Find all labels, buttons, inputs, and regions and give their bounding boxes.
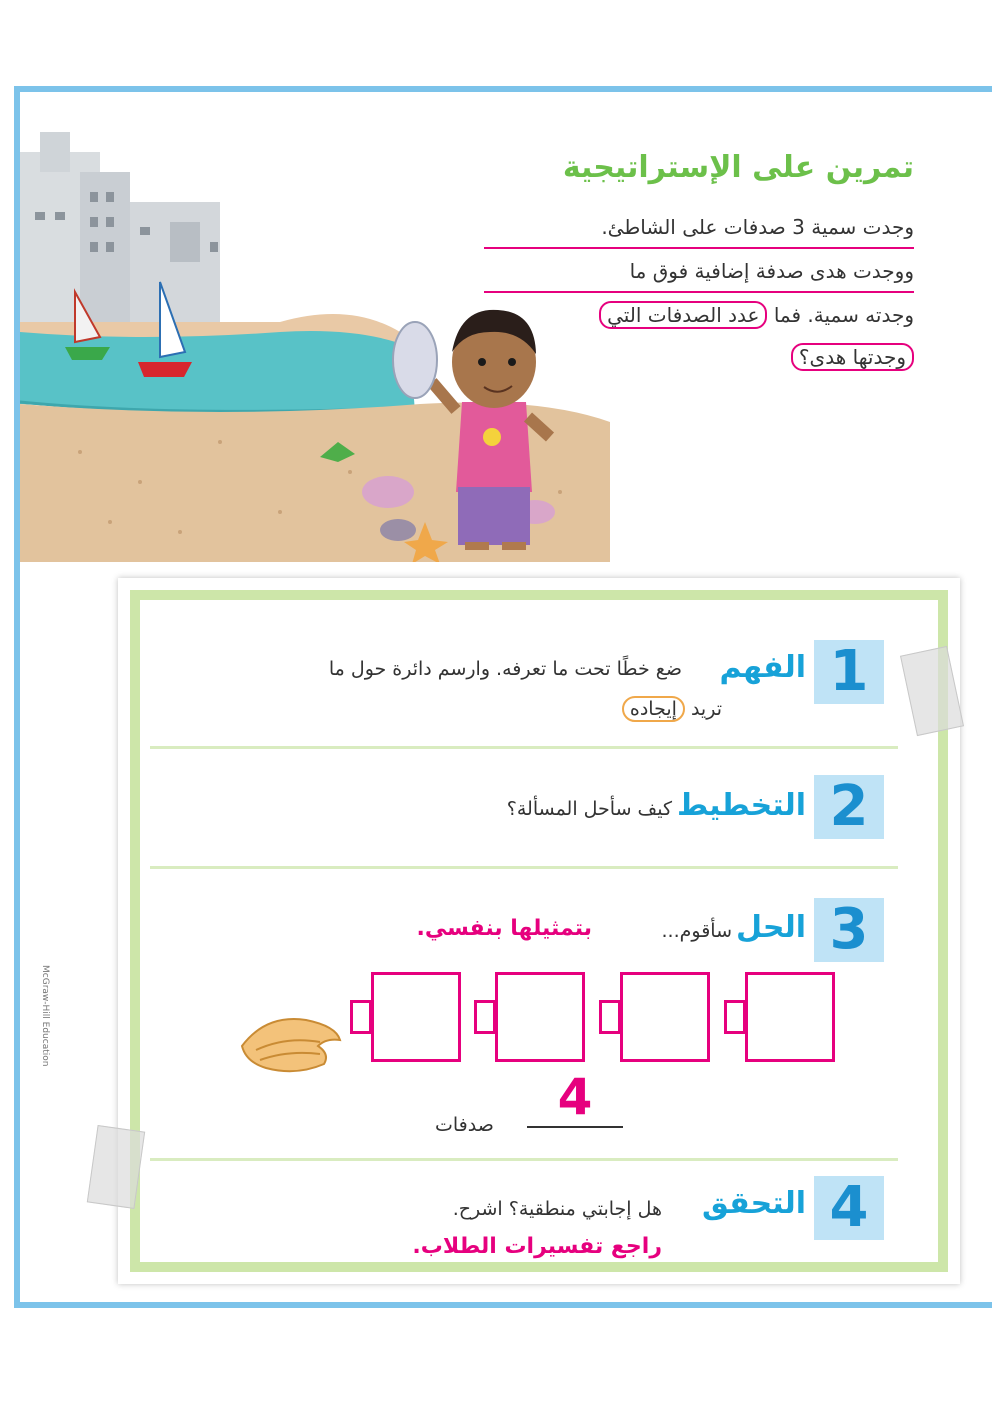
model-box (745, 972, 835, 1062)
step-1-label: الفهم (719, 650, 806, 685)
model-box (495, 972, 585, 1062)
step-1-text-line-2 (622, 690, 722, 728)
publisher-credit: McGraw-Hill Education (40, 965, 50, 1067)
model-box-tab (474, 1000, 496, 1034)
model-box-tab (350, 1000, 372, 1034)
story-line-3 (484, 293, 914, 335)
word-problem (484, 205, 914, 377)
step-3-answer: بتمثيلها بنفسي. (416, 916, 592, 941)
model-box-tab (724, 1000, 746, 1034)
step-4-answer: راجع تفسيرات الطلاب. (412, 1234, 662, 1259)
model-box (371, 972, 461, 1062)
step-2-label: التخطيط (676, 788, 806, 823)
step-2-text: كيف سأحل المسألة؟ (506, 798, 672, 820)
story-line-4 (484, 335, 914, 377)
story-line-1: وجدت سمية 3 صدفات على الشاطئ. (484, 205, 914, 249)
step-1-number: 1 (814, 640, 884, 704)
model-box (620, 972, 710, 1062)
page-title: تمرين على الإستراتيجية (562, 150, 914, 185)
story-line-3-text: وجدته سمية. فما (773, 303, 914, 327)
step-divider (150, 866, 898, 869)
step-1-text: ضع خطًا تحت ما تعرفه. وارسم دائرة حول ما (328, 658, 682, 680)
step-3-text: سأقوم... (661, 920, 732, 942)
step-2-number: 2 (814, 775, 884, 839)
shell-icon (236, 1006, 344, 1078)
step-4-text: هل إجابتي منطقية؟ اشرح. (452, 1198, 662, 1220)
step-divider (150, 1158, 898, 1161)
model-box-tab (599, 1000, 621, 1034)
step-1-circled-word: إيجاده (622, 696, 685, 722)
story-line-2: ووجدت هدى صدفة إضافية فوق ما (484, 249, 914, 293)
step-4-number: 4 (814, 1176, 884, 1240)
step-4-label: التحقق (701, 1186, 806, 1221)
step-1-text-b: تريد (690, 698, 722, 720)
circled-phrase-1: عدد الصدفات التي (599, 301, 767, 329)
step-3-number: 3 (814, 898, 884, 962)
answer-blank: 4 (527, 1068, 623, 1128)
answer-unit: صدفات (435, 1114, 494, 1136)
step-3-label: الحل (736, 910, 806, 945)
step-divider (150, 746, 898, 749)
circled-phrase-2: وجدتها هدى؟ (791, 343, 914, 371)
